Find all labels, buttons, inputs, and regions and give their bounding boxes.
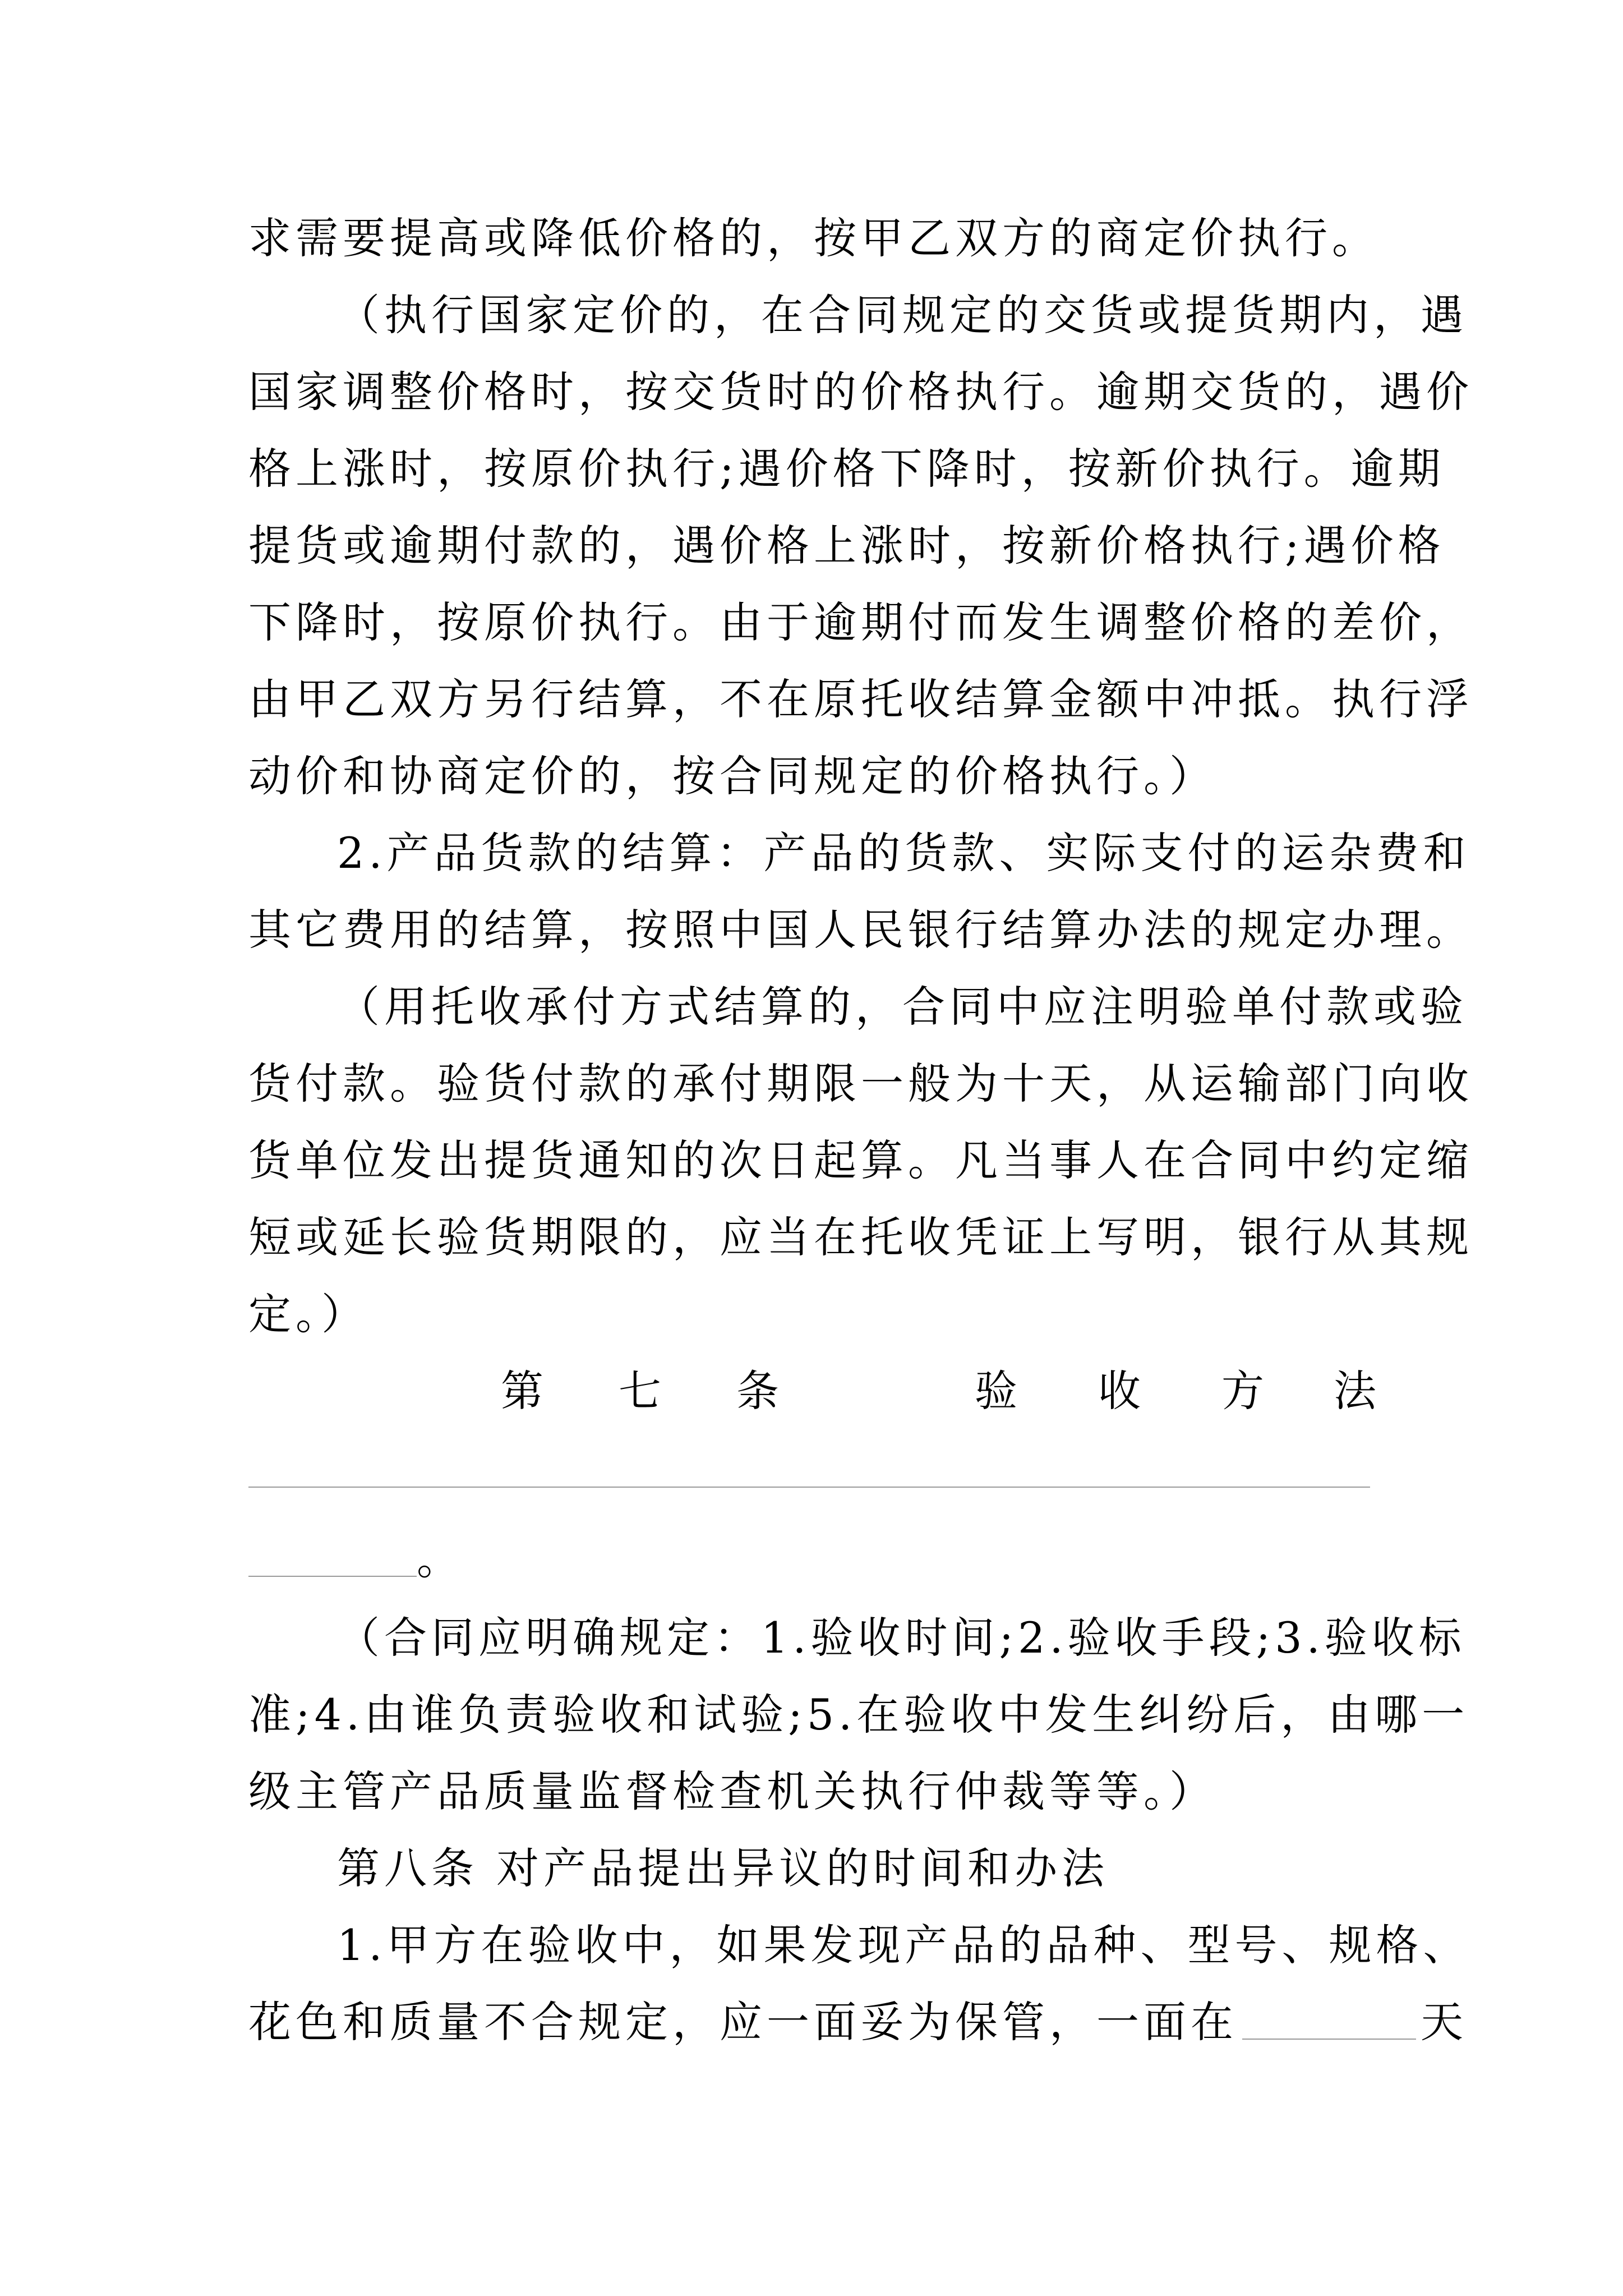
paragraph-line: 动价和协商定价的，按合同规定的价格执行。） bbox=[248, 751, 1216, 801]
line-text-after-blank: 天 bbox=[1421, 1997, 1468, 2047]
paragraph-line bbox=[248, 1994, 1468, 2050]
paragraph-line: 准;4.由谁负责验收和试验;5.在验收中发生纠纷后，由哪一 bbox=[248, 1690, 1469, 1740]
fill-in-blank-line bbox=[248, 1487, 1370, 1488]
paragraph-line: （执行国家定价的，在合同规定的交货或提货期内，遇 bbox=[337, 290, 1468, 340]
heading-char: 第 bbox=[501, 1366, 543, 1416]
paragraph-line: 2.产品货款的结算：产品的货款、实际支付的运杂费和 bbox=[337, 828, 1470, 878]
paragraph-line: 1.甲方在验收中，如果发现产品的品种、型号、规格、 bbox=[337, 1920, 1470, 1970]
article-8-heading: 第八条 对产品提出异议的时间和办法 bbox=[337, 1843, 1109, 1893]
paragraph-line: 格上涨时，按原价执行;遇价格下降时，按新价执行。逾期 bbox=[248, 444, 1445, 494]
paragraph-line: 其它费用的结算，按照中国人民银行结算办法的规定办理。 bbox=[248, 905, 1473, 955]
paragraph-line: 国家调整价格时，按交货时的价格执行。逾期交货的，遇价 bbox=[248, 367, 1473, 417]
paragraph-line: 下降时，按原价执行。由于逾期付而发生调整价格的差价， bbox=[248, 597, 1473, 647]
inline-blank-underline bbox=[1242, 2039, 1416, 2040]
blank-end-mark: 。 bbox=[417, 1534, 459, 1584]
paragraph-line: 由甲乙双方另行结算，不在原托收结算金额中冲抵。执行浮 bbox=[248, 674, 1473, 724]
heading-char: 收 bbox=[1098, 1366, 1141, 1416]
paragraph-line: 定。） bbox=[248, 1289, 368, 1339]
paragraph-line: 提货或逾期付款的，遇价格上涨时，按新价格执行;遇价格 bbox=[248, 521, 1445, 570]
paragraph-line: 级主管产品质量监督检查机关执行仲裁等等。） bbox=[248, 1766, 1216, 1816]
line-text-before-blank: 花色和质量不合规定，应一面妥为保管，一面在 bbox=[248, 1997, 1238, 2047]
paragraph-line: 短或延长验货期限的，应当在托收凭证上写明，银行从其规 bbox=[248, 1212, 1473, 1262]
paragraph-line: 货付款。验货付款的承付期限一般为十天，从运输部门向收 bbox=[248, 1059, 1473, 1108]
fill-in-blank-short bbox=[248, 1531, 459, 1588]
paragraph-line: 求需要提高或降低价格的，按甲乙双方的商定价执行。 bbox=[248, 213, 1379, 263]
heading-char: 条 bbox=[736, 1366, 779, 1416]
paragraph-line: 货单位发出提货通知的次日起算。凡当事人在合同中约定缩 bbox=[248, 1135, 1473, 1185]
blank-underline bbox=[248, 1576, 417, 1577]
heading-char: 法 bbox=[1334, 1366, 1376, 1416]
heading-char: 七 bbox=[619, 1366, 661, 1416]
paragraph-line: （用托收承付方式结算的，合同中应注明验单付款或验 bbox=[337, 982, 1468, 1032]
heading-char: 方 bbox=[1221, 1366, 1264, 1416]
heading-char: 验 bbox=[975, 1366, 1017, 1416]
article-7-heading bbox=[248, 1363, 1381, 1419]
paragraph-line: （合同应明确规定：1.验收时间;2.验收手段;3.验收标 bbox=[337, 1613, 1466, 1663]
